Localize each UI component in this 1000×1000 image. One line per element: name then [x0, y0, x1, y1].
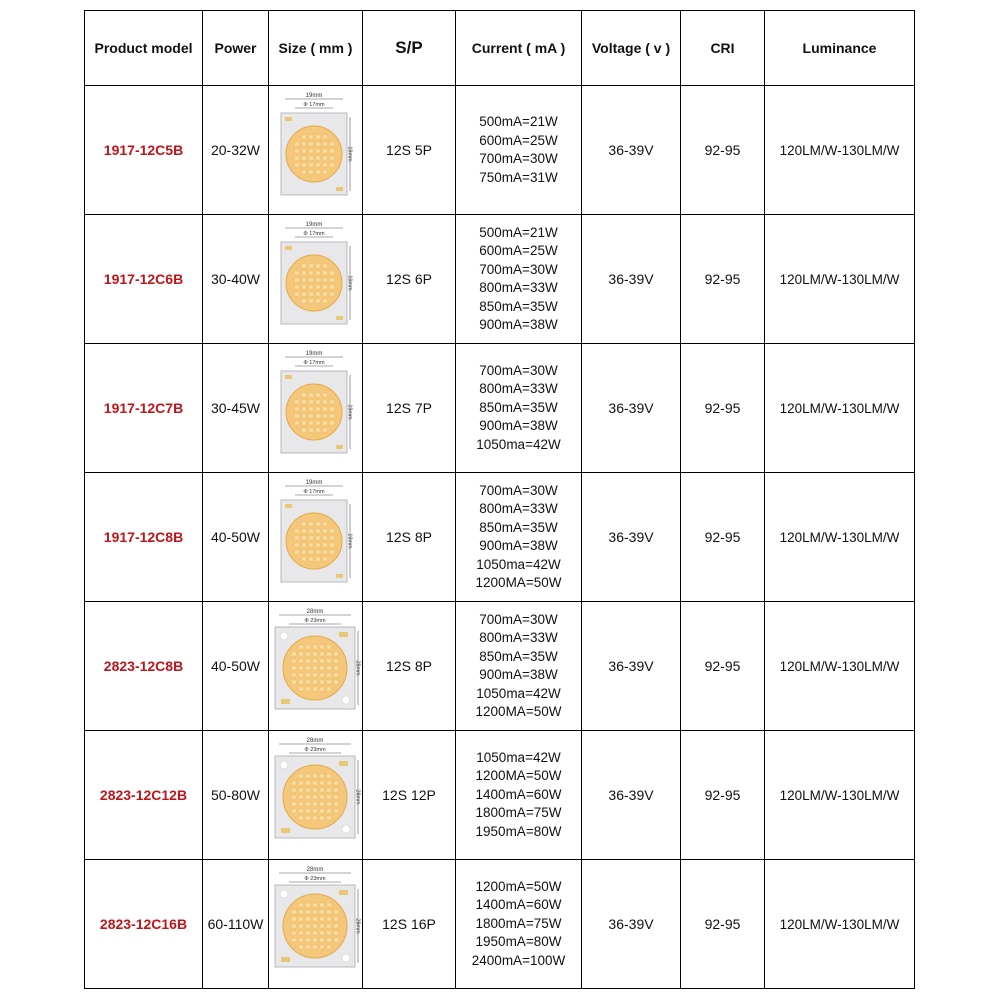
current-item: 800mA=33W — [479, 381, 558, 397]
current-item: 1800mA=75W — [475, 915, 562, 931]
table-row — [85, 860, 915, 989]
cob-chip-illustration — [271, 349, 361, 467]
header-row — [85, 11, 915, 86]
current-item: 1400mA=60W — [475, 897, 562, 913]
product-model: 1917-12C5B — [85, 86, 203, 215]
power-value: 40-50W — [203, 473, 269, 602]
cri-value: 92-95 — [681, 860, 765, 989]
voltage-value: 36-39V — [582, 86, 681, 215]
chip-image — [269, 731, 363, 860]
current-item: 1050ma=42W — [476, 749, 561, 765]
power-value: 30-45W — [203, 344, 269, 473]
current-item: 1800mA=75W — [475, 805, 562, 821]
sp-value: 12S 8P — [363, 473, 456, 602]
voltage-value: 36-39V — [582, 344, 681, 473]
current-item: 700mA=30W — [479, 611, 558, 627]
sp-value: 12S 6P — [363, 215, 456, 344]
power-value: 50-80W — [203, 731, 269, 860]
sp-value: 12S 16P — [363, 860, 456, 989]
cri-value: 92-95 — [681, 344, 765, 473]
chip-diameter-label: Φ 17mm — [302, 489, 325, 495]
current-item: 700mA=30W — [479, 151, 558, 166]
current-list — [456, 344, 582, 473]
current-item: 1950mA=80W — [475, 934, 562, 950]
table-row — [85, 86, 915, 215]
voltage-value: 36-39V — [582, 473, 681, 602]
current-item: 850mA=35W — [479, 519, 558, 535]
chip-side-label: 28mm — [354, 789, 360, 805]
luminance-value: 120LM/W-130LM/W — [765, 731, 915, 860]
voltage-value: 36-39V — [582, 860, 681, 989]
chip-side-label: 28mm — [354, 660, 360, 676]
table-row — [85, 731, 915, 860]
chip-size-label: 19mm — [305, 480, 322, 486]
current-item: 900mA=38W — [479, 317, 558, 332]
cob-chip-illustration — [271, 478, 361, 596]
header-cri: CRI — [681, 11, 765, 86]
current-item: 2400mA=100W — [471, 952, 566, 968]
header-power: Power — [203, 11, 269, 86]
power-value: 20-32W — [203, 86, 269, 215]
chip-side-label: 28mm — [354, 918, 360, 934]
chip-diameter-label: Φ 23mm — [303, 876, 326, 882]
current-item: 900mA=38W — [479, 418, 558, 434]
product-model: 1917-12C8B — [85, 473, 203, 602]
current-list — [456, 86, 582, 215]
power-value: 30-40W — [203, 215, 269, 344]
chip-image — [269, 215, 363, 344]
current-item: 500mA=21W — [479, 224, 558, 240]
current-item: 900mA=38W — [479, 667, 558, 682]
cri-value: 92-95 — [681, 473, 765, 602]
header-current: Current ( mA ) — [456, 11, 582, 86]
current-item: 700mA=30W — [479, 482, 558, 498]
chip-image — [269, 86, 363, 215]
header-product-model: Product model — [85, 11, 203, 86]
current-item: 1200MA=50W — [475, 768, 562, 784]
current-item: 1200mA=50W — [475, 878, 562, 894]
current-item: 800mA=33W — [479, 280, 558, 295]
current-item: 750mA=31W — [479, 169, 558, 185]
chip-diameter-label: Φ 17mm — [302, 102, 325, 108]
current-item: 1050ma=42W — [476, 436, 561, 452]
header-size: Size ( mm ) — [269, 11, 363, 86]
current-list — [456, 860, 582, 989]
current-item: 800mA=33W — [479, 630, 558, 645]
chip-size-label: 28mm — [306, 738, 323, 744]
current-item: 850mA=35W — [479, 648, 558, 664]
power-value: 60-110W — [203, 860, 269, 989]
current-item: 1200MA=50W — [475, 704, 562, 719]
chip-side-label: 19mm — [346, 146, 352, 162]
product-model: 2823-12C16B — [85, 860, 203, 989]
voltage-value: 36-39V — [582, 602, 681, 731]
current-item: 500mA=21W — [479, 114, 558, 129]
chip-size-label: 19mm — [305, 222, 322, 228]
chip-image — [269, 602, 363, 731]
table-row — [85, 602, 915, 731]
current-item: 850mA=35W — [479, 298, 558, 314]
cob-chip-illustration — [271, 865, 361, 983]
chip-size-label: 19mm — [305, 351, 322, 357]
sp-value: 12S 12P — [363, 731, 456, 860]
cri-value: 92-95 — [681, 86, 765, 215]
current-item: 850mA=35W — [479, 399, 558, 415]
sp-value: 12S 7P — [363, 344, 456, 473]
luminance-value: 120LM/W-130LM/W — [765, 473, 915, 602]
voltage-value: 36-39V — [582, 215, 681, 344]
table-row — [85, 344, 915, 473]
chip-side-label: 19mm — [346, 533, 352, 549]
current-item: 1200MA=50W — [475, 575, 562, 590]
product-model: 1917-12C6B — [85, 215, 203, 344]
chip-image — [269, 473, 363, 602]
current-item: 700mA=30W — [479, 362, 558, 378]
current-item: 1050ma=42W — [476, 685, 561, 701]
luminance-value: 120LM/W-130LM/W — [765, 860, 915, 989]
spec-table — [84, 10, 915, 989]
product-model: 2823-12C8B — [85, 602, 203, 731]
current-item: 1050ma=42W — [476, 556, 561, 572]
chip-size-label: 28mm — [306, 609, 323, 615]
table-row — [85, 473, 915, 602]
luminance-value: 120LM/W-130LM/W — [765, 215, 915, 344]
sp-value: 12S 8P — [363, 602, 456, 731]
cri-value: 92-95 — [681, 602, 765, 731]
chip-image — [269, 344, 363, 473]
cob-chip-illustration — [271, 607, 361, 725]
cob-chip-illustration — [271, 220, 361, 338]
cob-chip-illustration — [271, 91, 361, 209]
chip-diameter-label: Φ 23mm — [303, 618, 326, 624]
cri-value: 92-95 — [681, 731, 765, 860]
power-value: 40-50W — [203, 602, 269, 731]
header-luminance: Luminance — [765, 11, 915, 86]
luminance-value: 120LM/W-130LM/W — [765, 344, 915, 473]
voltage-value: 36-39V — [582, 731, 681, 860]
current-list — [456, 473, 582, 602]
current-list — [456, 731, 582, 860]
current-item: 600mA=25W — [479, 243, 558, 258]
current-item: 600mA=25W — [479, 132, 558, 148]
header-voltage: Voltage ( v ) — [582, 11, 681, 86]
product-model: 1917-12C7B — [85, 344, 203, 473]
cob-chip-illustration — [271, 736, 361, 854]
cri-value: 92-95 — [681, 215, 765, 344]
current-item: 800mA=33W — [479, 501, 558, 516]
chip-side-label: 19mm — [346, 275, 352, 291]
chip-size-label: 28mm — [306, 867, 323, 873]
chip-diameter-label: Φ 23mm — [303, 747, 326, 753]
header-sp: S/P — [363, 11, 456, 86]
current-item: 1950mA=80W — [475, 823, 562, 839]
current-list — [456, 602, 582, 731]
chip-size-label: 19mm — [305, 93, 322, 99]
chip-side-label: 19mm — [346, 404, 352, 420]
current-list — [456, 215, 582, 344]
luminance-value: 120LM/W-130LM/W — [765, 602, 915, 731]
sp-value: 12S 5P — [363, 86, 456, 215]
chip-diameter-label: Φ 17mm — [302, 231, 325, 237]
product-model: 2823-12C12B — [85, 731, 203, 860]
current-item: 700mA=30W — [479, 261, 558, 277]
chip-image — [269, 860, 363, 989]
current-item: 900mA=38W — [479, 538, 558, 553]
luminance-value: 120LM/W-130LM/W — [765, 86, 915, 215]
table-row — [85, 215, 915, 344]
chip-diameter-label: Φ 17mm — [302, 360, 325, 366]
current-item: 1400mA=60W — [475, 786, 562, 802]
